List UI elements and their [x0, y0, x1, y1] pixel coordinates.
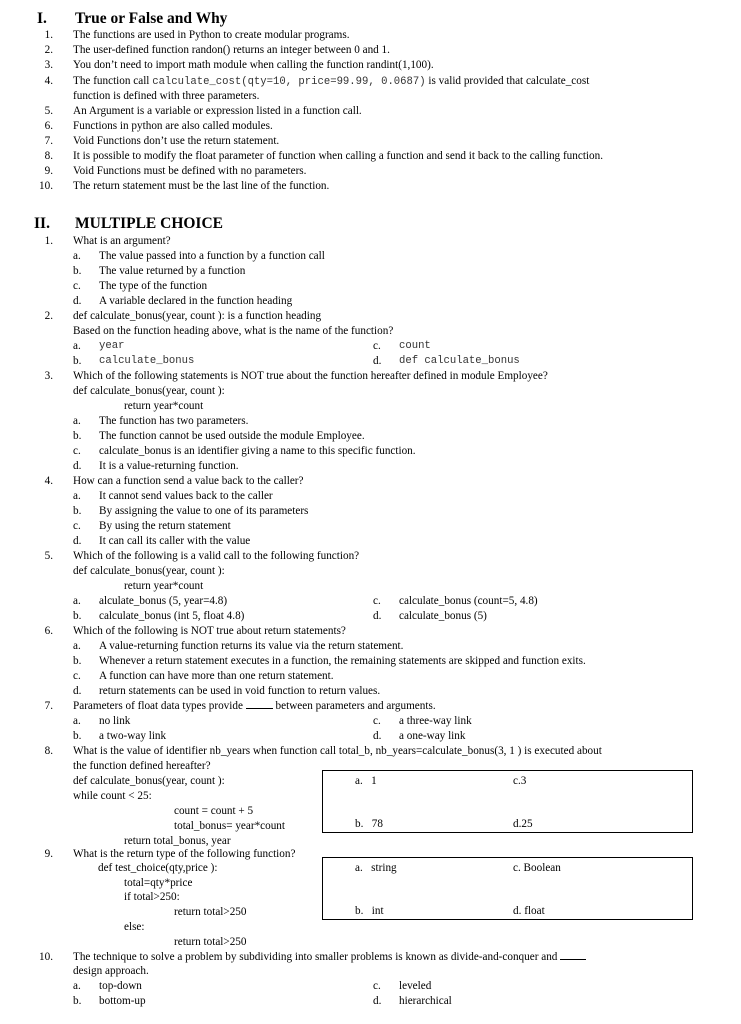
q3-code-line-2: return year*count — [124, 400, 204, 412]
q3-code-line-1: def calculate_bonus(year, count ): — [73, 385, 225, 397]
q9-answer-box — [322, 857, 693, 920]
q9-box-option-c: c. Boolean — [513, 862, 561, 874]
section-1-numeral: I. — [37, 10, 47, 27]
q9-code-line-5: else: — [124, 921, 145, 933]
q9-box-option-a: a. string — [355, 862, 397, 874]
q8-box-option-c: c.3 — [513, 775, 527, 787]
q9-code-line-3: if total>250: — [124, 891, 180, 903]
section-2-numeral: II. — [34, 215, 50, 232]
q9-code-line-1: def test_choice(qty,price ): — [98, 862, 218, 874]
q8-code-line-1: def calculate_bonus(year, count ): — [73, 775, 225, 787]
q8-box-option-d: d.25 — [513, 818, 533, 830]
q8-code-line-5: return total_bonus, year — [124, 835, 231, 847]
q5-code-line-2: return year*count — [124, 580, 204, 592]
section-1-title: True or False and Why — [75, 10, 228, 27]
q10-cont: design approach. — [73, 965, 149, 977]
q5-code-line-1: def calculate_bonus(year, count ): — [73, 565, 225, 577]
q8-answer-box — [322, 770, 693, 833]
tf-item-4-cont: function is defined with three parameters. — [73, 90, 260, 102]
fill-in-blank — [246, 699, 273, 709]
q9-code-line-2: total=qty*price — [124, 877, 193, 889]
q8-code-line-3: count = count + 5 — [174, 805, 254, 817]
fill-in-blank — [560, 950, 586, 960]
q8-code-line-4: total_bonus= year*count — [174, 820, 286, 832]
q9-code-line-4: return total>250 — [174, 906, 247, 918]
q8-box-option-b: b. 78 — [355, 818, 383, 830]
code-snippet: calculate_cost(qty=10, price=99.99, 0.0687) — [152, 76, 426, 88]
q8-cont: the function defined hereafter? — [73, 760, 211, 772]
q8-box-option-a: a. 1 — [355, 775, 377, 787]
q9-box-option-b: b. int — [355, 905, 384, 917]
q9-box-option-d: d. float — [513, 905, 545, 917]
q9-code-line-6: return total>250 — [174, 936, 247, 948]
q2-subtext: Based on the function heading above, what is the name of the function? — [73, 325, 394, 337]
section-2-title: MULTIPLE CHOICE — [75, 215, 223, 232]
q8-code-line-2: while count < 25: — [73, 790, 152, 802]
